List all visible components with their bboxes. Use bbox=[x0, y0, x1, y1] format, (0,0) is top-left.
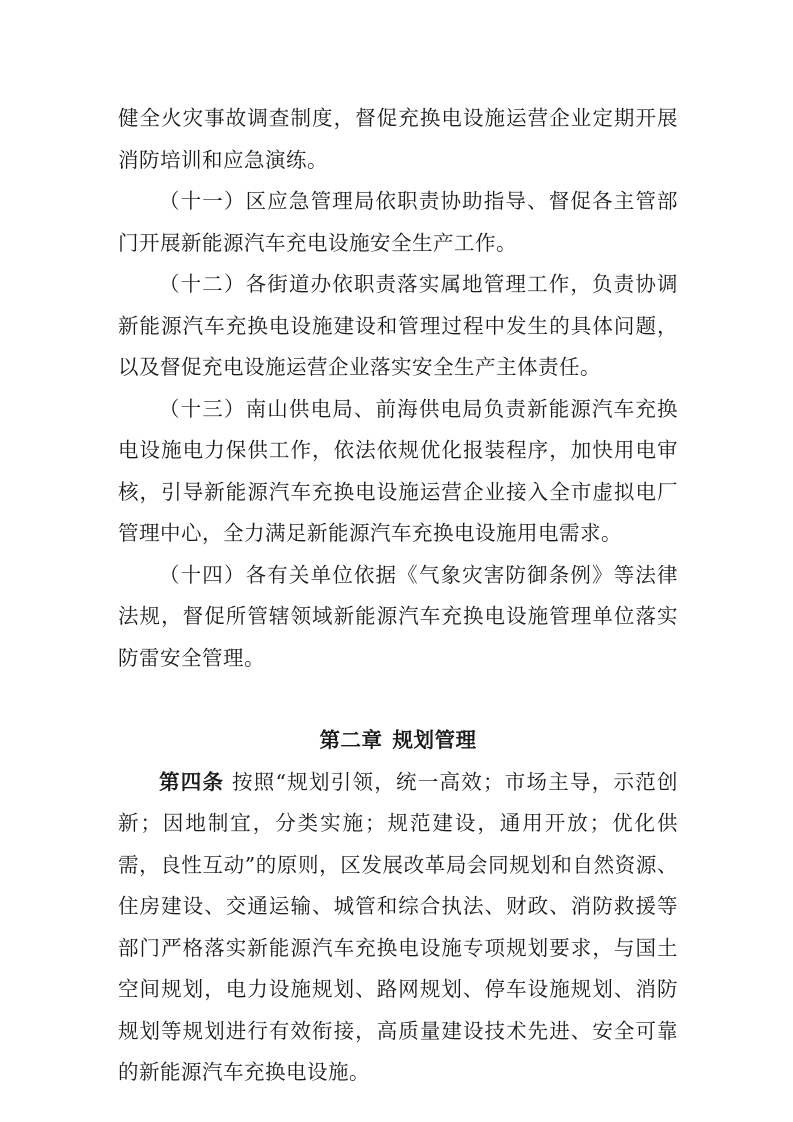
chapter-number: 第二章 bbox=[319, 728, 383, 752]
chapter-heading bbox=[118, 720, 678, 762]
article-4-paragraph bbox=[118, 762, 678, 1094]
paragraph-item-11: （十一）区应急管理局依职责协助指导、督促各主管部门开展新能源汽车充电设施安全生产工作。 bbox=[118, 189, 678, 255]
paragraph-fire-investigation: 健全火灾事故调查制度，督促充换电设施运营企业定期开展消防培训和应急演练。 bbox=[118, 106, 678, 172]
paragraph-item-12: （十二）各街道办依职责落实属地管理工作，负责协调新能源汽车充换电设施建设和管理过程中发生的具体问题，以及督促充电设施运营企业落实安全生产主体责任。 bbox=[118, 272, 678, 379]
article-4-label: 第四条 bbox=[159, 769, 225, 794]
article-4-text: 按照“规划引领，统一高效；市场主导，示范创新；因地制宜，分类实施；规范建设，通用开放；优化供需，良性互动”的原则，区发展改革局会同规划和自然资源、住房建设、交通运输、城管和综合执法、财政、消防救援等部门严格落实新能源汽车充换电设施专项规划要求，与国土空间规划，电力设施规划、路网规划、停车设施规划、消防规划等规划进行有效衔接，高质量建设技术先进、安全可靠的新能源汽车充换电设施。 bbox=[118, 769, 678, 1084]
chapter-title: 规划管理 bbox=[392, 728, 477, 752]
document-body bbox=[118, 98, 678, 1094]
paragraph-item-14: （十四）各有关单位依据《气象灾害防御条例》等法律法规，督促所管辖领域新能源汽车充换电设施管理单位落实防雷安全管理。 bbox=[118, 562, 678, 670]
paragraph-item-13: （十三）南山供电局、前海供电局负责新能源汽车充换电设施电力保供工作，依法依规优化报装程序，加快用电审核，引导新能源汽车充换电设施运营企业接入全市虚拟电厂管理中心，全力满足新能源汽车充换电设施用电需求。 bbox=[118, 396, 678, 545]
